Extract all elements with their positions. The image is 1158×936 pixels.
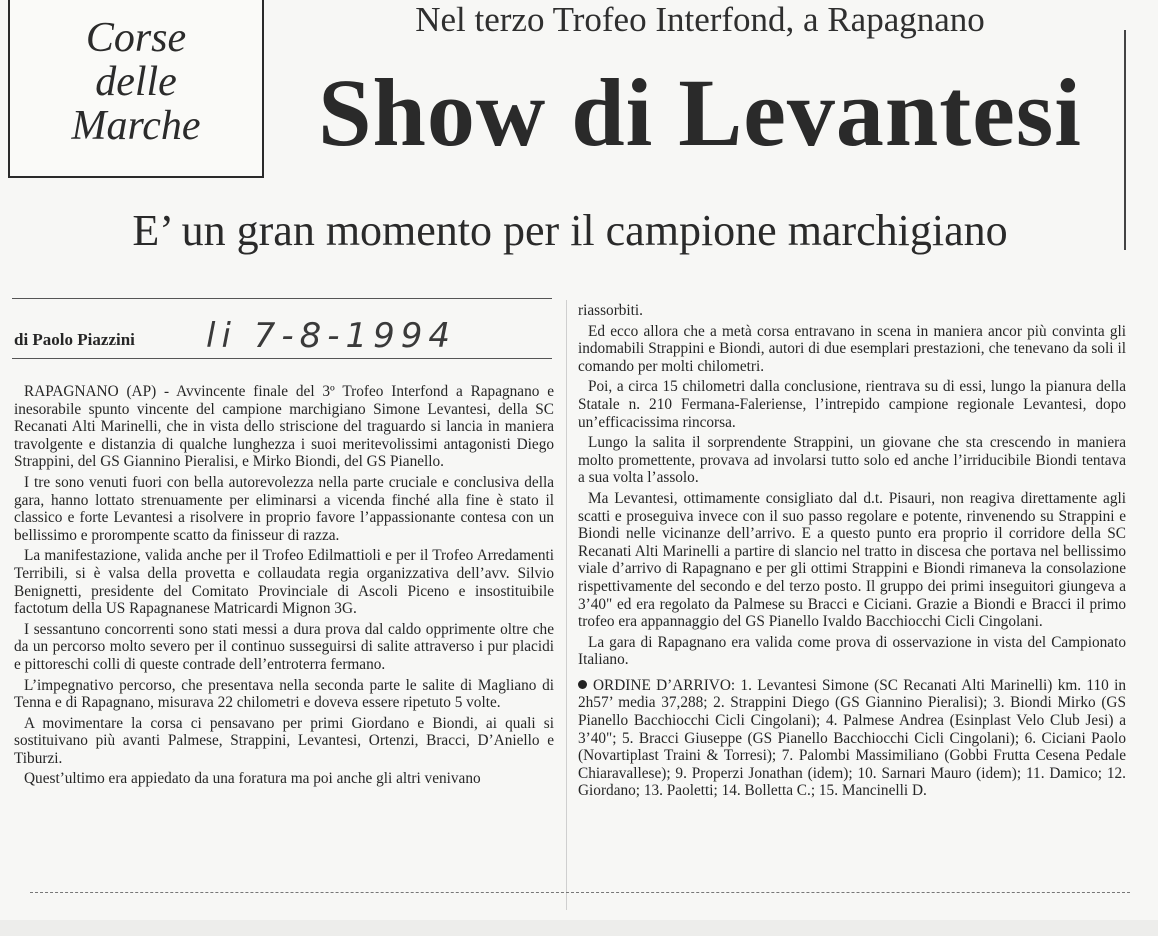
paragraph: L’impegnativo percorso, che presentava nella seconda parte le salite di Magliano di Tenna e di Rapagnano, misurava 22 chilometri e doveva essere ripetuto 5 volte.	[14, 676, 554, 712]
paragraph: Ed ecco allora che a metà corsa entravano in scena in maniera ancor più convinta gli indomabili Strappini e Biondi, autori di due esemplari prestazioni, che tenevano da soli il comando per molti chilometri.	[578, 322, 1126, 375]
subheadline: E’ un gran momento per il campione marchigiano	[132, 206, 1008, 255]
column-divider	[566, 300, 567, 910]
byline-rule-bottom	[12, 358, 552, 359]
kicker: Nel terzo Trofeo Interfond, a Rapagnano	[415, 0, 985, 39]
section-box	[8, 0, 264, 178]
article-right-column	[578, 302, 1126, 803]
paragraph: Lungo la salita il sorprendente Strappini, un giovane che sta crescendo in maniera molto promettente, provava ad involarsi tutto solo ed anche l’irriducibile Biondi tentava a sua volta l’assolo.	[578, 434, 1126, 487]
paragraph: Ma Levantesi, ottimamente consigliato dal d.t. Pisauri, non reagiva direttamente agli scatti e proseguiva invece con il suo passo regolare e potente, rinvenendo su Strappini e Biondi nelle vicinanze dell’arrivo. E a questo punto era proprio il corridore della SC Recanati Alti Marinelli a partire di slancio nel tratto in discesa che portava nel bellissimo viale d’arrivo di Rapagnano e per gli ottimi Strappini e Biondi rimaneva la consolazione rispettivamente del secondo e del terzo posto. Il gruppo dei primi inseguitori giungeva a 3’40" ed era regolato da Palmese su Bracci e Ciciani. Grazie a Biondi e Bracci il primo trofeo era appannaggio del GS Pianello Ivaldo Bacchiocchi Cicli Cingolani.	[578, 489, 1126, 631]
byline: di Paolo Piazzini	[14, 330, 135, 349]
paragraph: A movimentare la corsa ci pensavano per primi Giordano e Biondi, ai quali si sostituivano più avanti Palmese, Strappini, Levantesi, Ortenzi, Bracci, D’Aniello e Tiburzi.	[14, 714, 554, 767]
section-line-2: delle	[95, 59, 177, 105]
section-line-1: Corse	[85, 15, 187, 61]
paragraph: La gara di Rapagnano era valida come prova di osservazione in vista del Campionato Italiano.	[578, 633, 1126, 669]
headline: Show di Levantesi	[318, 59, 1082, 166]
byline-rule-top	[12, 298, 552, 299]
paragraph: riassorbiti.	[578, 302, 644, 319]
results-list	[578, 677, 1126, 800]
page-edge	[0, 920, 1158, 936]
article-left-column	[14, 383, 554, 791]
handwritten-date: li 7-8-1994	[206, 316, 457, 356]
bullet-icon	[578, 680, 587, 689]
paragraph: RAPAGNANO (AP) - Avvincente finale del 3º Trofeo Interfond a Rapagnano e inesorabile spunto vincente del campione marchigiano Simone Levantesi, della SC Recanati Alti Marinelli, che in vista dello striscione del traguardo si lancia in maniera travolgente e distanzia di qualche lunghezza i suoi meritevolissimi antagonisti Diego Strappini, del GS Giannino Pieralisi, e Mirko Biondi, del GS Pianello.	[14, 383, 554, 471]
paragraph: La manifestazione, valida anche per il Trofeo Edilmattioli e per il Trofeo Arredamenti Terribili, si è valsa della provetta e collaudata regia organizzativa dell’avv. Silvio Benignetti, presidente del Comitato Provinciale di Ascoli Piceno e insostituibile factotum della US Rapagnanese Matricardi Mignon 3G.	[14, 547, 554, 618]
column-rule	[1124, 30, 1126, 250]
paragraph: Poi, a circa 15 chilometri dalla conclusione, rientrava su di essi, lungo la pianura della Statale n. 210 Fermana-Faleriense, l’intrepido campione regionale Levantesi, dopo un’efficacissima rincorsa.	[578, 378, 1126, 431]
paragraph: I tre sono venuti fuori con bella autorevolezza nella parte cruciale e conclusiva della gara, hanno lottato strenuamente per eliminarsi a vicenda finché alla fine è stato il classico e forte Levantesi a risolvere in proprio favore l’appassionante contesa con un bellissimo e prorompente scatto da finisseur di razza.	[14, 473, 554, 544]
paragraph: I sessantuno concorrenti sono stati messi a dura prova dal caldo opprimente oltre che da un percorso molto severo per il continuo susseguirsi di salite attraverso i pur placidi e pittoreschi colli di queste contrade dell’entroterra fermano.	[14, 620, 554, 673]
results-text: ORDINE D’ARRIVO: 1. Levantesi Simone (SC Recanati Alti Marinelli) km. 110 in 2h57’ media 37,288; 2. Strappini Diego (GS Giannino Pieralisi); 3. Biondi Mirko (GS Pianello Bacchiocchi Cicli Cingolani); 4. Palmese Andrea (Esinplast Velo Club Jesi) a 3’40"; 5. Bracci Giuseppe (GS Pianello Bacchiocchi Cicli Cingolani); 6. Ciciani Paolo (Novartiplast Traini & Torresi); 7. Palombi Massimiliano (Gobbi Frutta Cesena Pedale Chiaravallese); 9. Properzi Jonathan (idem); 10. Sarnari Mauro (idem); 11. Damico; 12. Giordano; 13. Paoletti; 14. Bolletta C.; 15. Mancinelli D.	[578, 676, 1126, 800]
section-line-3: Marche	[71, 103, 201, 149]
paragraph: Quest’ultimo era appiedato da una foratura ma poi anche gli altri venivano	[24, 770, 481, 788]
fold-line	[30, 892, 1130, 893]
